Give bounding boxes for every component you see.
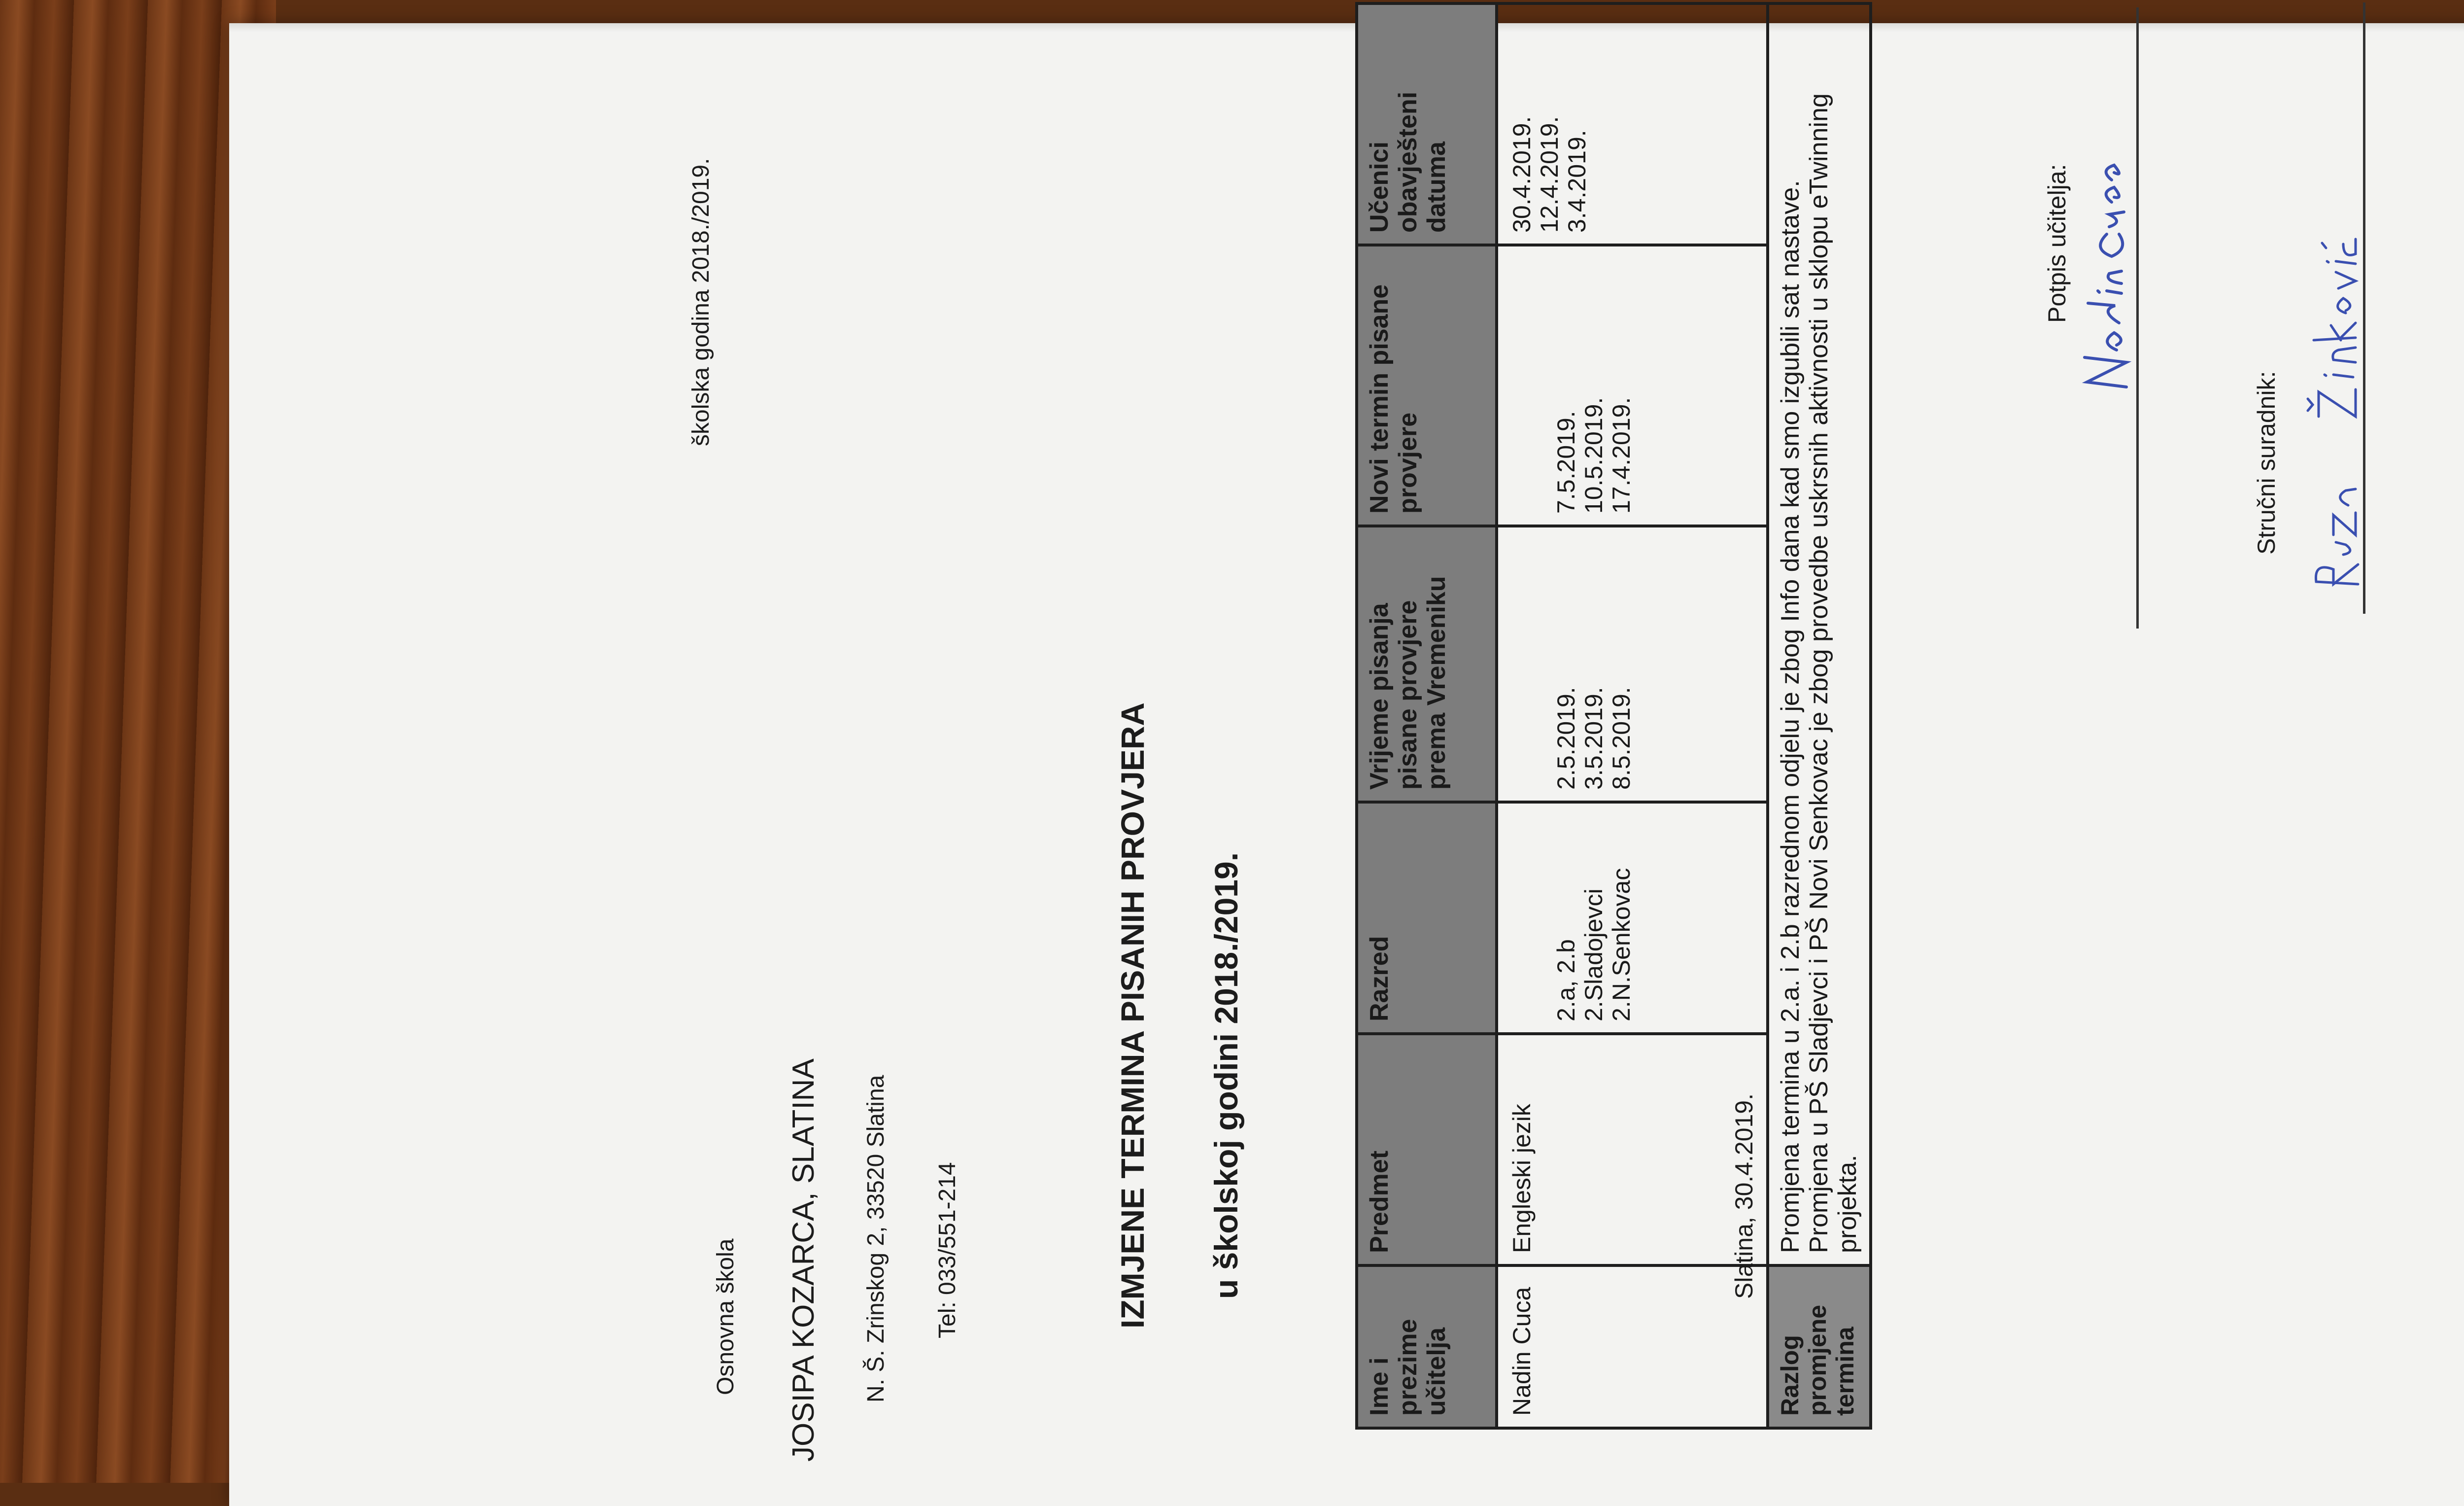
page-edge — [229, 23, 2464, 32]
cell-subject: Engleski jezik — [1497, 1034, 1768, 1265]
header-original-date: Vrijeme pisanja pisane provjere prema Vremeniku — [1357, 526, 1497, 802]
document-subtitle: u školskoj godini 2018./2019. — [1208, 852, 1244, 1299]
document-page — [229, 23, 2464, 1506]
reason-line-2: Promjena u PŠ Sladjevci i PŠ Novi Senkovac je zbog provedbe uskrsnih aktivnosti u sklopu eTwinning projekta. — [1805, 93, 1862, 1253]
cell-classes — [1497, 802, 1768, 1034]
header-teacher: Ime i prezime učitelja — [1357, 1265, 1497, 1428]
associate-signature-label: Stručni suradnik: — [2253, 371, 2280, 555]
associate-signature-image — [2304, 101, 2368, 594]
school-address: N. Š. Zrinskog 2, 33520 Slatina — [863, 1075, 889, 1402]
associate-signature-line — [2363, 2, 2365, 614]
notified-date-1: 30.4.2019. — [1508, 116, 1536, 233]
reason-row — [1768, 3, 1871, 1428]
teacher-signature-line — [2136, 7, 2139, 629]
cell-new-dates — [1497, 245, 1768, 526]
class-2: 2.Sladojevci — [1580, 888, 1608, 1021]
cell-notified-dates — [1497, 3, 1768, 245]
reason-text — [1768, 3, 1871, 1265]
school-year-header: školska godina 2018./2019. — [688, 158, 714, 446]
class-1: 2.a, 2.b — [1552, 939, 1580, 1021]
new-date-3: 17.4.2019. — [1608, 397, 1635, 514]
notified-date-2: 12.4.2019. — [1536, 116, 1563, 233]
teacher-signature-image — [2072, 81, 2141, 397]
reason-label: Razlog promjene termina — [1768, 1265, 1871, 1428]
header-subject: Predmet — [1357, 1034, 1497, 1265]
table-row — [1497, 3, 1768, 1428]
place-and-date: Slatina, 30.4.2019. — [1730, 1093, 1758, 1299]
header-class: Razred — [1357, 802, 1497, 1034]
original-date-1: 2.5.2019. — [1552, 687, 1580, 790]
header-new-date: Novi termin pisane provjere — [1357, 245, 1497, 526]
reason-line-1: Promjena termina u 2.a. i 2.b razrednom odjelu je zbog Info dana kad smo izgubili sat nastave. — [1776, 180, 1805, 1253]
school-type: Osnovna škola — [713, 1238, 739, 1395]
document-title: IZMJENE TERMINA PISANIH PROVJERA — [1114, 702, 1151, 1329]
new-date-1: 7.5.2019. — [1552, 411, 1580, 514]
new-date-2: 10.5.2019. — [1580, 397, 1608, 514]
teacher-signature-label: Potpis učitelja: — [2043, 164, 2071, 323]
cell-original-dates — [1497, 526, 1768, 802]
cell-teacher: Nadin Cuca — [1497, 1265, 1768, 1428]
original-date-3: 8.5.2019. — [1608, 687, 1635, 790]
class-3: 2.N.Senkovac — [1608, 868, 1635, 1021]
notified-date-3: 3.4.2019. — [1563, 130, 1591, 233]
school-name: JOSIPA KOZARCA, SLATINA — [787, 1058, 821, 1462]
exam-changes-table — [1355, 2, 1872, 1430]
header-notified-date: Učenici obavješteni datuma — [1357, 3, 1497, 245]
original-date-2: 3.5.2019. — [1580, 687, 1608, 790]
school-phone: Tel: 033/551-214 — [934, 1162, 960, 1338]
table-header-row — [1357, 3, 1497, 1428]
